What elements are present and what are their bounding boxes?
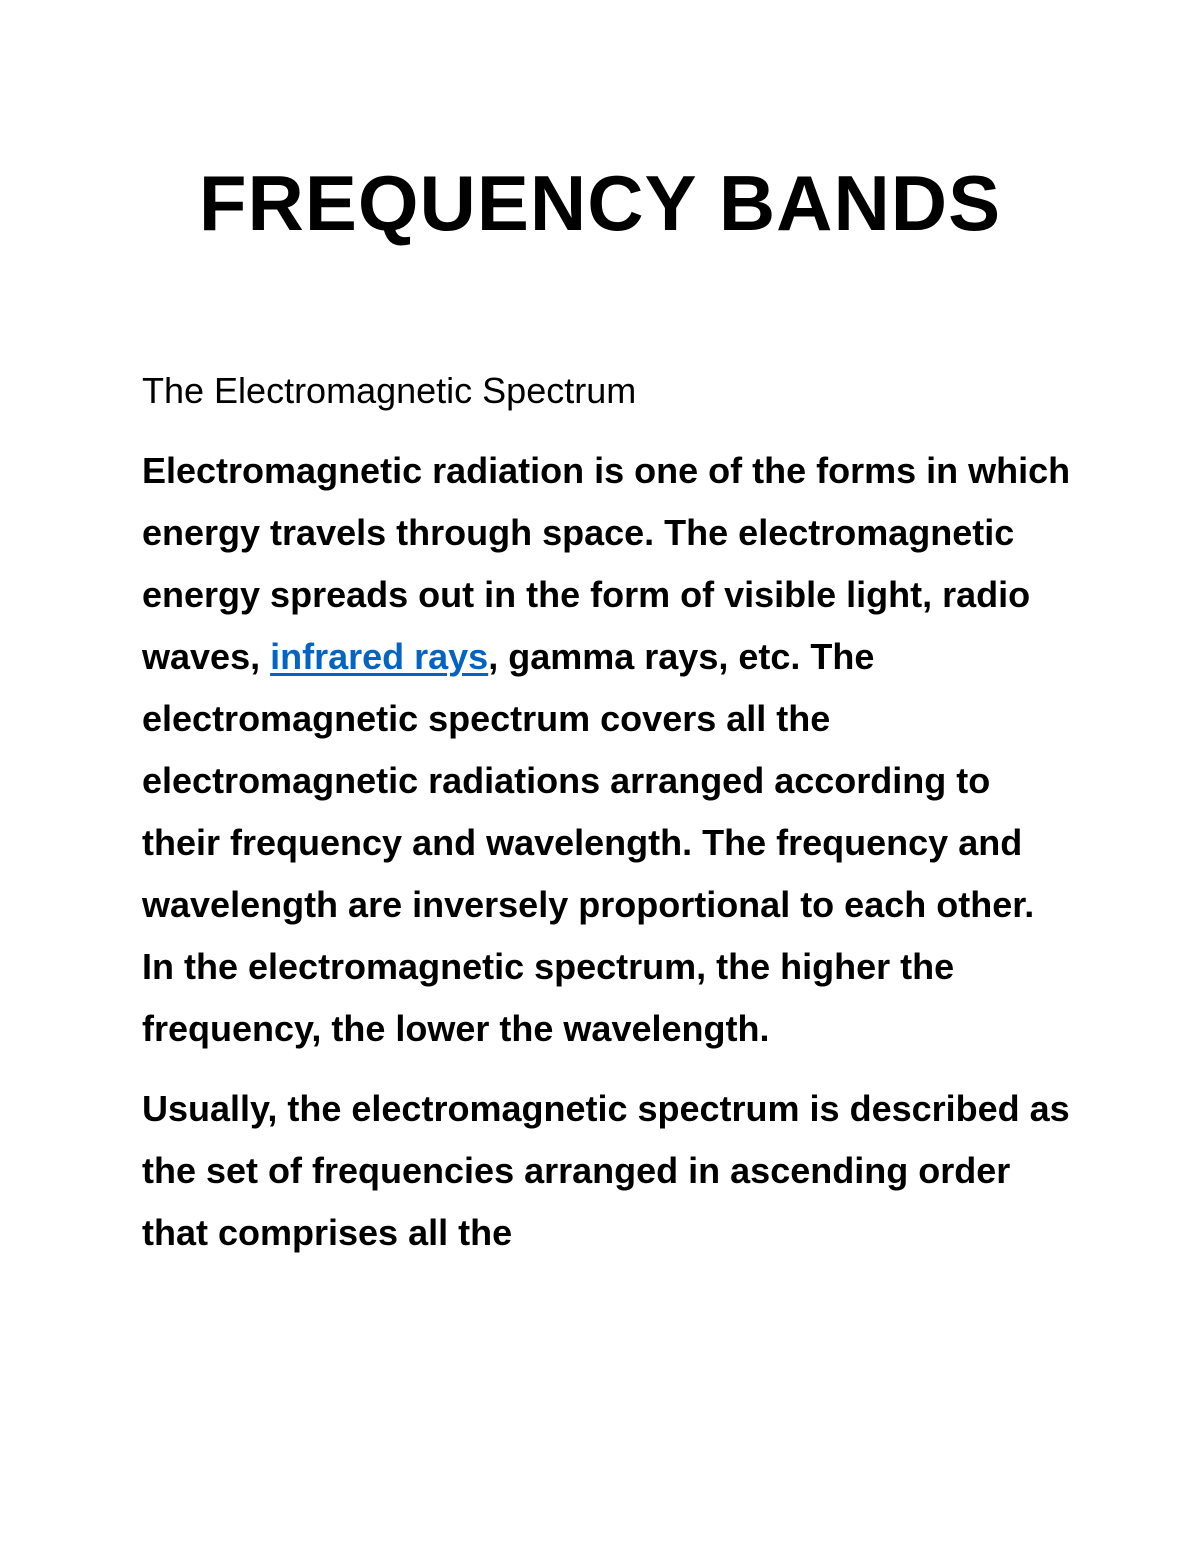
section-heading: The Electromagnetic Spectrum — [142, 370, 637, 411]
paragraph-2: Usually, the electromagnetic spectrum is described as the set of frequencies arranged in ascending order that comprises all the — [142, 1088, 1070, 1253]
infrared-rays-link[interactable]: infrared rays — [270, 636, 489, 677]
page-title: FREQUENCY BANDS — [198, 159, 1002, 247]
paragraph-1-text-start: Electromagnetic radiation is one of the forms in which energy travels through space. The electromagnetic energy spreads out in the form of visible light, radio waves, — [142, 450, 1071, 677]
paragraph-1 — [142, 440, 1072, 1060]
document-body — [142, 360, 1072, 1264]
paragraph-1-text-end: , gamma rays, etc. The electromagnetic spectrum covers all the electromagnetic radiations arranged according to their frequency and wavelength. The frequency and wavelength are inversely proportional to each other. In the electromagnetic spectrum, the higher the frequency, the lower the wavelength. — [142, 636, 1035, 1049]
